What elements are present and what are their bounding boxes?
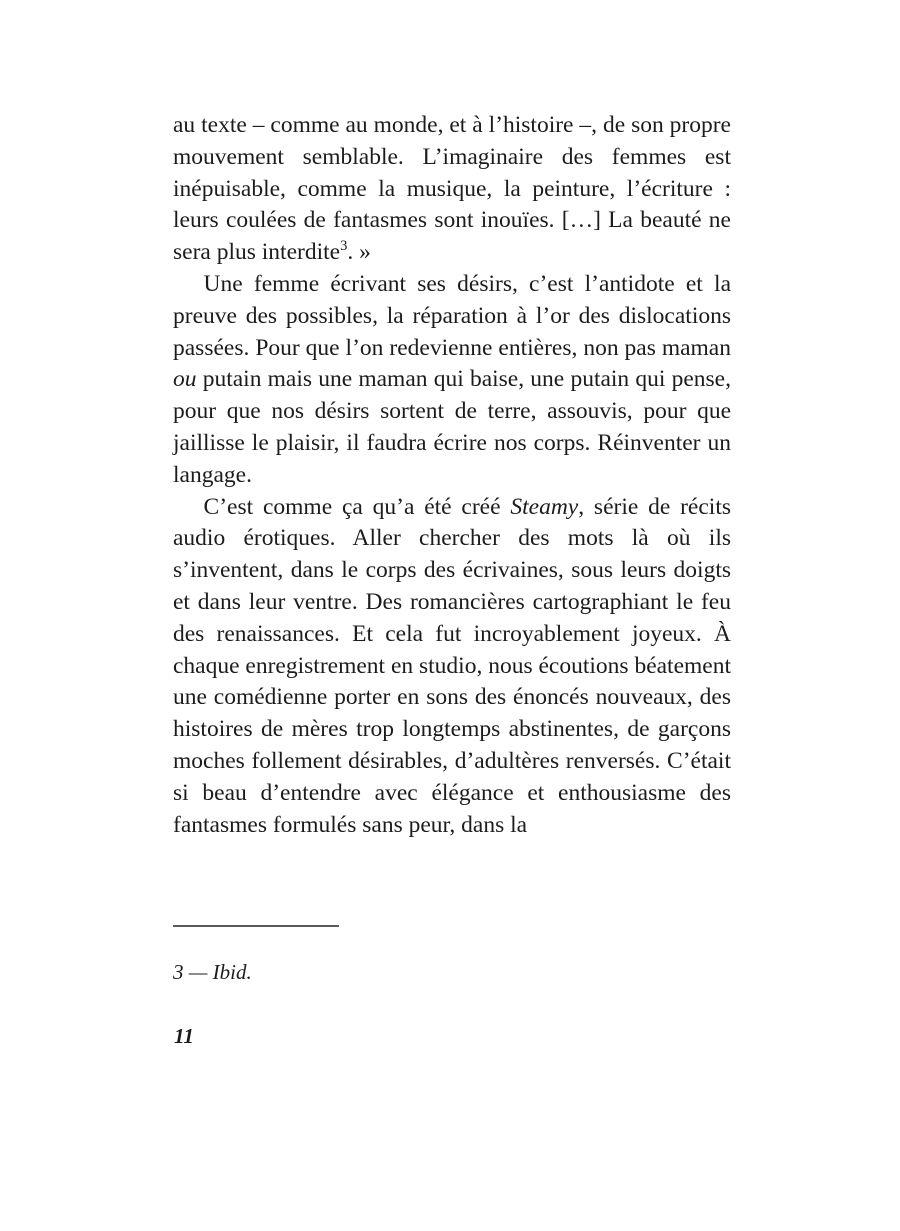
paragraph-text: putain mais une maman qui baise, une putain qui pense, pour que nos désirs sortent de terre, assouvis, pour que jaillisse le plaisir, il faudra écrire nos corps. Réinventer un langage. [173, 366, 731, 488]
paragraph-text: C’est comme ça qu’a été créé [203, 493, 511, 520]
work-title: Steamy [510, 493, 579, 520]
footnote-reference: 3 [340, 238, 348, 255]
paragraph [173, 269, 731, 492]
page-number: 11 [174, 1024, 194, 1048]
footnote-divider [173, 925, 339, 927]
paragraph [173, 492, 731, 842]
paragraph-text: Une femme écrivant ses désirs, c’est l’antidote et la preuve des possibles, la réparation à l’or des dislocations passées. Pour que l’on redevienne entières, non pas maman [173, 270, 731, 361]
emphasized-word: ou [173, 366, 197, 393]
paragraph-continuation [173, 110, 731, 269]
page-body [173, 110, 731, 841]
paragraph-text: , série de récits audio érotiques. Aller chercher des mots là où ils s’inventent, dans le corps des écrivaines, sous leurs doigts et dans leur ventre. Des romancières cartographiant le feu des renaissances. Et cela fut incroyablement joyeux. À chaque enregistrement en studio, nous écoutions béatement une comédienne porter en sons des énoncés nouveaux, des histoires de mères trop longtemps abstinentes, de garçons moches follement désirables, d’adultères renversés. C’était si beau d’entendre avec élégance et enthousiasme des fantasmes formulés sans peur, dans la [173, 493, 731, 838]
paragraph-text: . » [347, 239, 371, 266]
footnote: 3 — Ibid. [173, 960, 252, 984]
paragraph-text: au texte – comme au monde, et à l’histoire –, de son propre mouvement semblable. L’imaginaire des femmes est inépuisable, comme la musique, la peinture, l’écriture : leurs coulées de fantasmes sont inouïes. […] La beauté ne sera plus interdite [173, 112, 731, 266]
